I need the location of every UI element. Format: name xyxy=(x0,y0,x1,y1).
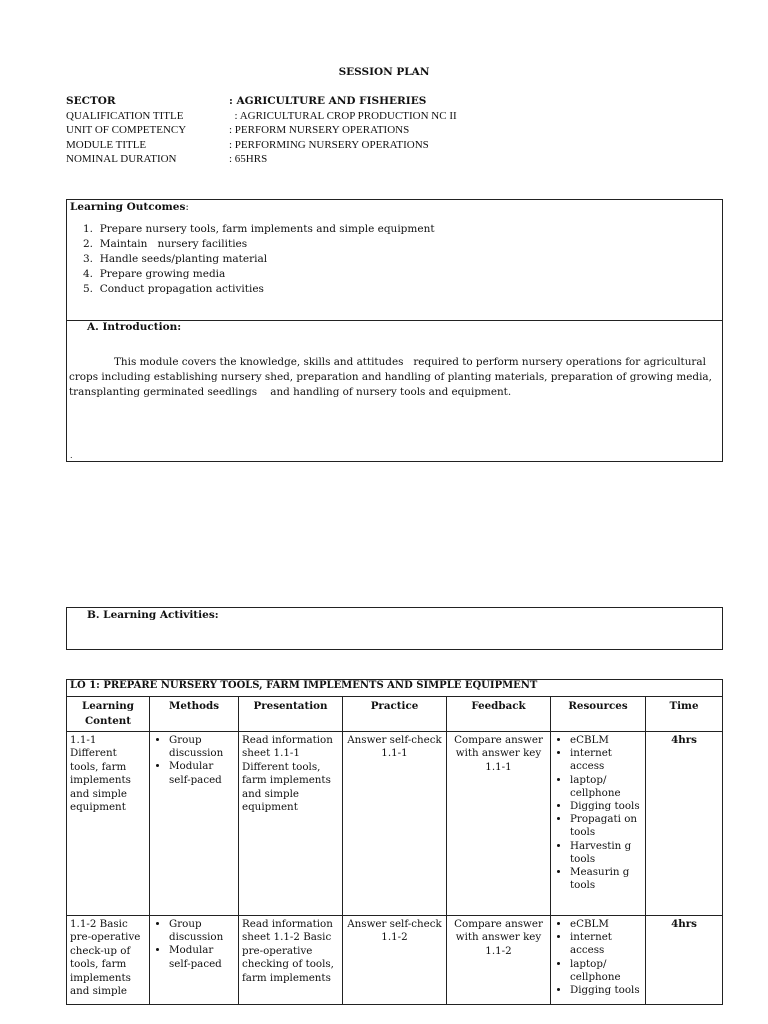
column-header: Practice xyxy=(343,697,447,732)
lo-table xyxy=(66,679,723,1005)
resources-cell xyxy=(551,916,646,1005)
learning-content-cell: 1.1-2 Basic pre-operative check-up of tools, farm implements and simple xyxy=(67,916,150,1005)
header-label: SECTOR xyxy=(66,95,116,107)
header-label: QUALIFICATION TITLE xyxy=(66,109,184,122)
practice-cell: Answer self-check 1.1-1 xyxy=(343,732,447,916)
list-item: • internet access xyxy=(570,747,642,773)
methods-list xyxy=(153,734,235,787)
header-value: : PERFORM NURSERY OPERATIONS xyxy=(229,124,410,137)
list-item: 5. Conduct propagation activities xyxy=(83,283,264,295)
list-item: • laptop/ cellphone xyxy=(570,958,642,984)
header-row-sector xyxy=(66,94,706,109)
table-row xyxy=(67,916,723,1005)
table-header-row xyxy=(67,697,723,732)
learning-content-cell: 1.1-1 Different tools, farm implements and simple equipment xyxy=(67,732,150,916)
introduction-section xyxy=(67,321,722,461)
introduction-heading: A. Introduction: xyxy=(87,321,182,333)
methods-list xyxy=(153,918,235,971)
list-item: • Harvestin g tools xyxy=(570,840,642,866)
methods-cell xyxy=(150,916,239,1005)
header-label: MODULE TITLE xyxy=(66,138,147,151)
time-cell: 4hrs xyxy=(646,732,723,916)
list-item: 3. Handle seeds/planting material xyxy=(83,253,268,265)
header-row-duration xyxy=(66,152,706,167)
list-item: • Modular self-paced xyxy=(169,760,235,786)
list-item: 4. Prepare growing media xyxy=(83,268,226,280)
outcomes-box xyxy=(66,199,723,462)
list-item: 2. Maintain nursery facilities xyxy=(83,238,248,250)
column-header: Presentation xyxy=(239,697,343,732)
learning-activities-box xyxy=(66,607,723,650)
practice-cell: Answer self-check 1.1-2 xyxy=(343,916,447,1005)
list-item: • Modular self-paced xyxy=(169,944,235,970)
column-header: Time xyxy=(646,697,723,732)
introduction-text: This module covers the knowledge, skills and attitudes required to perform nursery operations for agricultural crops including establishing nursery shed, preparation and handling of planting materials, preparation of growing media, transplanting germinated seedlings and handling of nursery tools and equipment. xyxy=(69,356,716,399)
header-row-module xyxy=(66,138,706,153)
list-item: • Group discussion xyxy=(169,918,235,944)
lo-title: LO 1: PREPARE NURSERY TOOLS, FARM IMPLEMENTS AND SIMPLE EQUIPMENT xyxy=(67,680,723,697)
presentation-cell: Read information sheet 1.1-2 Basic pre-operative checking of tools, farm implements xyxy=(239,916,343,1005)
presentation-cell: Read information sheet 1.1-1 Different tools, farm implements and simple equipment xyxy=(239,732,343,916)
header-row-unit xyxy=(66,123,706,138)
list-item: • laptop/ cellphone xyxy=(570,774,642,800)
header-label: NOMINAL DURATION xyxy=(66,153,177,166)
list-item: • Group discussion xyxy=(169,734,235,760)
heading-text: Learning Outcomes xyxy=(70,201,186,213)
list-item: • Digging tools xyxy=(570,984,642,997)
feedback-cell: Compare answer with answer key 1.1-2 xyxy=(447,916,551,1005)
list-item: 1. Prepare nursery tools, farm implements and simple equipment xyxy=(83,223,435,235)
outcomes-list xyxy=(83,222,435,297)
plan-header xyxy=(66,94,706,167)
column-header: Resources xyxy=(551,697,646,732)
list-item: • eCBLM xyxy=(570,734,642,747)
header-row-qualification xyxy=(66,109,706,124)
resources-list xyxy=(554,734,642,892)
header-value: : AGRICULTURE AND FISHERIES xyxy=(229,95,427,107)
learning-activities-heading: B. Learning Activities: xyxy=(87,609,219,621)
column-header: Methods xyxy=(150,697,239,732)
header-value: : PERFORMING NURSERY OPERATIONS xyxy=(229,138,429,151)
lo-title-row xyxy=(67,680,723,697)
list-item: • Digging tools xyxy=(570,800,642,813)
time-cell: 4hrs xyxy=(646,916,723,1005)
list-item: • Propagati on tools xyxy=(570,813,642,839)
list-item: • internet access xyxy=(570,931,642,957)
list-item: • eCBLM xyxy=(570,918,642,931)
resources-list xyxy=(554,918,642,997)
heading-colon: : xyxy=(185,201,189,213)
learning-outcomes-heading xyxy=(70,201,189,213)
header-value: : 65HRS xyxy=(229,153,268,166)
resources-cell xyxy=(551,732,646,916)
table-row xyxy=(67,732,723,916)
feedback-cell: Compare answer with answer key 1.1-1 xyxy=(447,732,551,916)
header-value: : AGRICULTURAL CROP PRODUCTION NC II xyxy=(229,109,457,122)
methods-cell xyxy=(150,732,239,916)
column-header: Learning Content xyxy=(67,697,150,732)
page-title: SESSION PLAN xyxy=(338,66,430,78)
list-item: • Measurin g tools xyxy=(570,866,642,892)
stray-dot: . xyxy=(70,451,73,460)
column-header: Feedback xyxy=(447,697,551,732)
header-label: UNIT OF COMPETENCY xyxy=(66,124,187,137)
